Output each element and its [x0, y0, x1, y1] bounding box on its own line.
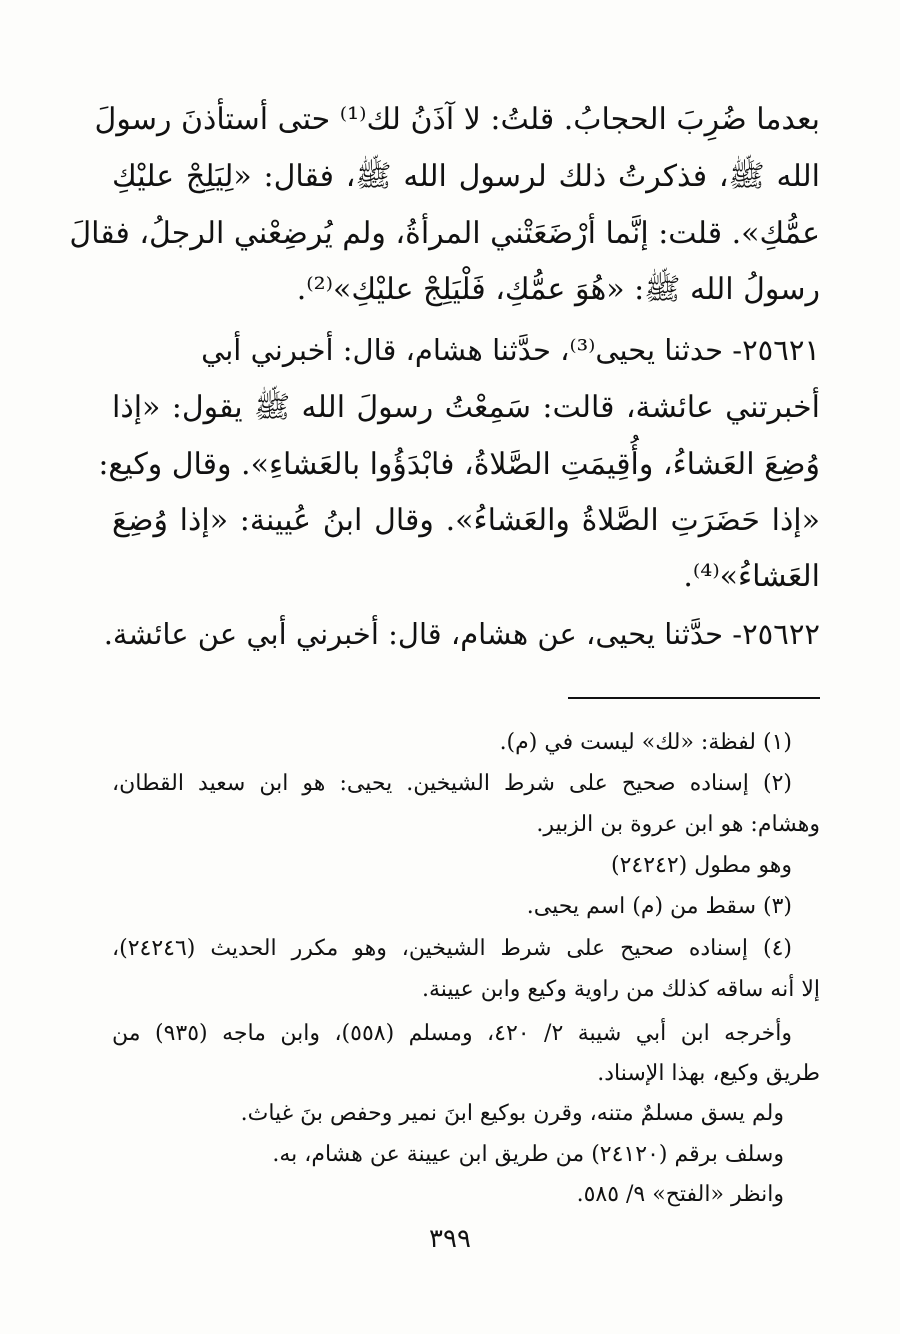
main-text-block — [69, 100, 820, 720]
footnote: وسلف برقم (٢٤١٢٠) من طريق ابن عيينة عن هشام، به. — [272, 1142, 784, 1167]
page-number: ٣٩٩ — [429, 1224, 471, 1254]
text-line: رسولُ الله ﷺ: «هُوَ عمُّكِ، فَلْيَلِجْ عليْكِ»⁽²⁾. — [296, 272, 820, 307]
footnote: وهشام: هو ابن عروة بن الزبير. — [536, 812, 820, 837]
footnote: وانظر «الفتح» ٩/ ٥٨٥. — [576, 1182, 784, 1207]
footnote: ولم يسق مسلمٌ متنه، وقرن بوكيع ابنَ نمير وحفص بنَ غياث. — [240, 1101, 784, 1126]
footnote: (١) لفظة: «لك» ليست في (م). — [499, 730, 792, 755]
hadith-number-line: ٢٥٦٢٢- حدَّثنا يحيى، عن هشام، قال: أخبرني أبي عن عائشة. — [103, 617, 820, 651]
footnote: (٣) سقط من (م) اسم يحيى. — [526, 894, 792, 919]
text-line: أخبرتني عائشة، قالت: سَمِعْتُ رسولَ الله ﷺ يقول: «إذا — [112, 390, 820, 425]
text-line: «إذا حَضَرَتِ الصَّلاةُ والعَشاءُ». وقال ابنُ عُيينة: «إذا وُضِعَ — [112, 503, 820, 538]
footnote: وأخرجه ابن أبي شيبة ٢/ ٤٢٠، ومسلم (٥٥٨)، وابن ماجه (٩٣٥) من — [112, 1021, 793, 1046]
footnote: طريق وكيع، بهذا الإسناد. — [597, 1061, 820, 1086]
text-line: الله ﷺ، فذكرتُ ذلك لرسول الله ﷺ، فقال: «لِيَلِجْ عليْكِ — [112, 159, 820, 194]
text-line: وُضِعَ العَشاءُ، وأُقِيمَتِ الصَّلاةُ، فابْدَؤُوا بالعَشاءِ». وقال وكيع: — [98, 447, 820, 482]
text-line: عمُّكِ». قلت: إنَّما أرْضَعَتْني المرأةُ، ولم يُرضِعْني الرجلُ، فقالَ — [69, 216, 820, 251]
footnote: وهو مطول (٢٤٢٤٢) — [610, 853, 792, 878]
footnote: إلا أنه ساقه كذلك من راوية وكيع وابن عيينة. — [421, 977, 820, 1002]
footnote-separator — [568, 697, 820, 699]
hadith-number-line: ٢٥٦٢١- حدثنا يحيى⁽³⁾، حدَّثنا هشام، قال: أخبرني أبي — [201, 333, 820, 367]
text-line: بعدما ضُرِبَ الحجابُ. قلتُ: لا آذَنُ لك⁽¹⁾ حتى أستأذنَ رسولَ — [94, 102, 820, 137]
footnotes-block — [112, 728, 820, 1208]
text-line: العَشاءُ»⁽⁴⁾. — [683, 559, 820, 594]
footnote: (٢) إسناده صحيح على شرط الشيخين. يحيى: هو ابن سعيد القطان، — [112, 771, 792, 796]
footnote: (٤) إسناده صحيح على شرط الشيخين، وهو مكرر الحديث (٢٤٢٤٦)، — [112, 936, 793, 961]
